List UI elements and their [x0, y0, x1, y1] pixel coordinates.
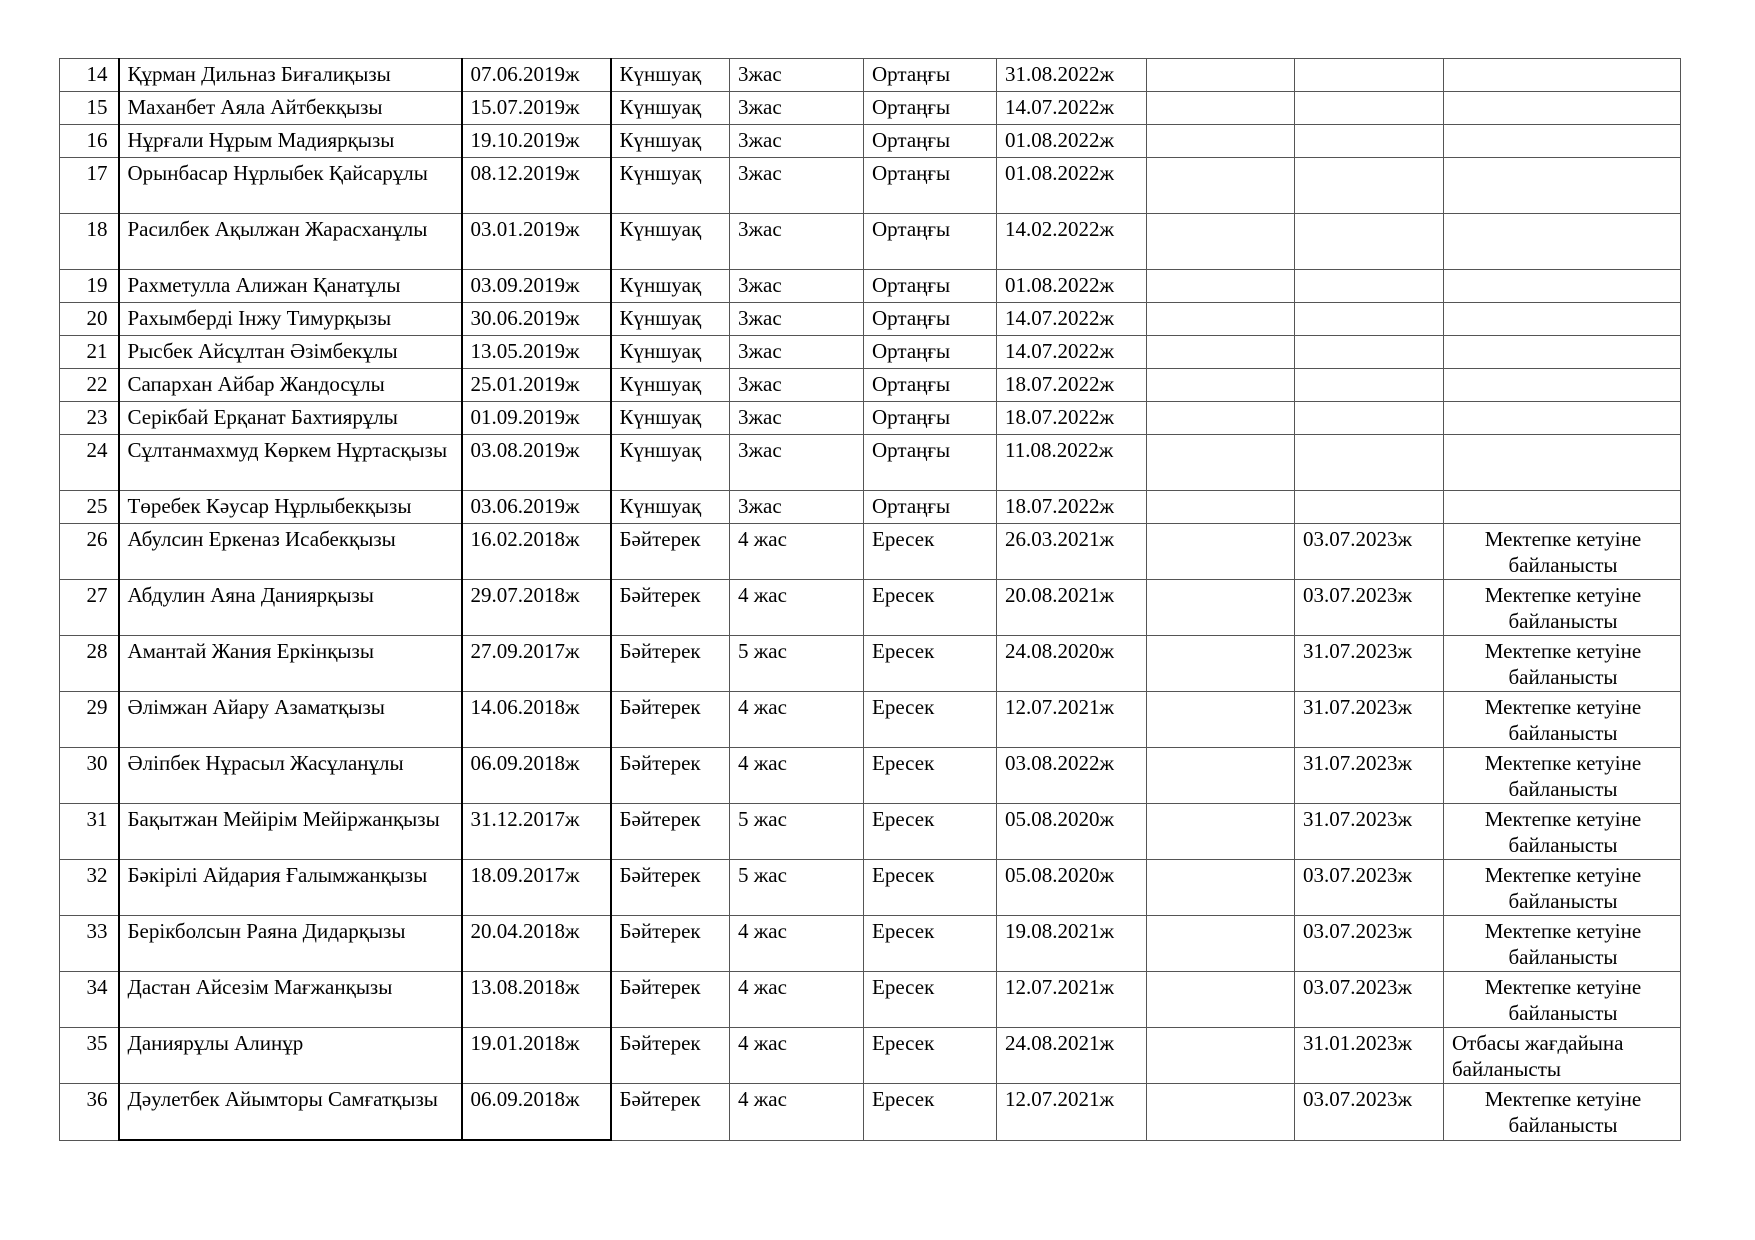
empty-cell	[1147, 916, 1295, 972]
admission-date: 14.02.2022ж	[997, 214, 1147, 270]
admission-date: 01.08.2022ж	[997, 158, 1147, 214]
leave-date	[1295, 270, 1444, 303]
birth-date: 19.10.2019ж	[462, 125, 611, 158]
age: 4 жас	[730, 1028, 864, 1084]
group-name: Бәйтерек	[611, 748, 730, 804]
leave-reason	[1444, 214, 1681, 270]
admission-date: 11.08.2022ж	[997, 435, 1147, 491]
table-row	[60, 636, 1681, 692]
group-name: Күншуақ	[611, 491, 730, 524]
table-row	[60, 214, 1681, 270]
row-number: 14	[60, 59, 119, 92]
group-level: Ересек	[864, 692, 997, 748]
empty-cell	[1147, 860, 1295, 916]
empty-cell	[1147, 336, 1295, 369]
leave-reason	[1444, 270, 1681, 303]
empty-cell	[1147, 214, 1295, 270]
row-number: 25	[60, 491, 119, 524]
group-name: Бәйтерек	[611, 636, 730, 692]
leave-reason: Отбасы жағдайына байланысты	[1444, 1028, 1681, 1084]
birth-date: 08.12.2019ж	[462, 158, 611, 214]
group-level: Ересек	[864, 804, 997, 860]
age: 3жас	[730, 435, 864, 491]
admission-date: 18.07.2022ж	[997, 402, 1147, 435]
group-level: Ортаңғы	[864, 369, 997, 402]
table-row	[60, 804, 1681, 860]
group-level: Ортаңғы	[864, 125, 997, 158]
age: 3жас	[730, 491, 864, 524]
child-name: Серікбай Ерқанат Бахтиярұлы	[119, 402, 462, 435]
group-name: Күншуақ	[611, 369, 730, 402]
leave-date: 03.07.2023ж	[1295, 916, 1444, 972]
admission-date: 18.07.2022ж	[997, 369, 1147, 402]
admission-date: 14.07.2022ж	[997, 303, 1147, 336]
group-level: Ортаңғы	[864, 303, 997, 336]
age: 3жас	[730, 125, 864, 158]
child-name: Сапархан Айбар Жандосұлы	[119, 369, 462, 402]
child-name: Расилбек Ақылжан Жарасханұлы	[119, 214, 462, 270]
leave-reason	[1444, 158, 1681, 214]
row-number: 34	[60, 972, 119, 1028]
group-name: Күншуақ	[611, 435, 730, 491]
table-row	[60, 92, 1681, 125]
admission-date: 24.08.2020ж	[997, 636, 1147, 692]
row-number: 32	[60, 860, 119, 916]
leave-reason: Мектепке кетуіне байланысты	[1444, 692, 1681, 748]
leave-reason	[1444, 125, 1681, 158]
leave-date: 03.07.2023ж	[1295, 972, 1444, 1028]
table-row	[60, 59, 1681, 92]
birth-date: 19.01.2018ж	[462, 1028, 611, 1084]
leave-reason: Мектепке кетуіне байланысты	[1444, 972, 1681, 1028]
leave-reason	[1444, 336, 1681, 369]
empty-cell	[1147, 402, 1295, 435]
group-level: Ортаңғы	[864, 92, 997, 125]
birth-date: 03.06.2019ж	[462, 491, 611, 524]
group-name: Күншуақ	[611, 214, 730, 270]
child-name: Берікболсын Раяна Дидарқызы	[119, 916, 462, 972]
birth-date: 15.07.2019ж	[462, 92, 611, 125]
birth-date: 31.12.2017ж	[462, 804, 611, 860]
leave-date: 31.07.2023ж	[1295, 804, 1444, 860]
child-name: Абулсин Еркеназ Исабекқызы	[119, 524, 462, 580]
admission-date: 05.08.2020ж	[997, 860, 1147, 916]
age: 3жас	[730, 59, 864, 92]
row-number: 36	[60, 1084, 119, 1141]
age: 5 жас	[730, 636, 864, 692]
row-number: 30	[60, 748, 119, 804]
empty-cell	[1147, 303, 1295, 336]
birth-date: 20.04.2018ж	[462, 916, 611, 972]
child-name: Бәкірілі Айдария Ғалымжанқызы	[119, 860, 462, 916]
table-row	[60, 303, 1681, 336]
row-number: 29	[60, 692, 119, 748]
age: 3жас	[730, 303, 864, 336]
group-level: Ортаңғы	[864, 336, 997, 369]
empty-cell	[1147, 369, 1295, 402]
child-name: Әліпбек Нұрасыл Жасұланұлы	[119, 748, 462, 804]
group-name: Бәйтерек	[611, 580, 730, 636]
group-name: Күншуақ	[611, 59, 730, 92]
child-name: Құрман Дильназ Биғалиқызы	[119, 59, 462, 92]
child-name: Орынбасар Нұрлыбек Қайсарұлы	[119, 158, 462, 214]
group-level: Ортаңғы	[864, 270, 997, 303]
birth-date: 25.01.2019ж	[462, 369, 611, 402]
table-row	[60, 402, 1681, 435]
leave-date: 03.07.2023ж	[1295, 1084, 1444, 1141]
leave-date	[1295, 158, 1444, 214]
table-row	[60, 125, 1681, 158]
table-row	[60, 336, 1681, 369]
birth-date: 30.06.2019ж	[462, 303, 611, 336]
table-row	[60, 916, 1681, 972]
child-name: Рахметулла Алижан Қанатұлы	[119, 270, 462, 303]
leave-reason	[1444, 435, 1681, 491]
row-number: 35	[60, 1028, 119, 1084]
leave-date: 31.07.2023ж	[1295, 748, 1444, 804]
age: 3жас	[730, 402, 864, 435]
admission-date: 20.08.2021ж	[997, 580, 1147, 636]
child-name: Абдулин Аяна Даниярқызы	[119, 580, 462, 636]
birth-date: 07.06.2019ж	[462, 59, 611, 92]
child-name: Бақытжан Мейірім Мейіржанқызы	[119, 804, 462, 860]
child-name: Төребек Кәусар Нұрлыбекқызы	[119, 491, 462, 524]
table-row	[60, 972, 1681, 1028]
table-row	[60, 692, 1681, 748]
empty-cell	[1147, 580, 1295, 636]
group-level: Ересек	[864, 636, 997, 692]
leave-date	[1295, 336, 1444, 369]
admission-date: 14.07.2022ж	[997, 336, 1147, 369]
age: 3жас	[730, 336, 864, 369]
group-name: Бәйтерек	[611, 692, 730, 748]
child-name: Маханбет Аяла Айтбекқызы	[119, 92, 462, 125]
birth-date: 06.09.2018ж	[462, 748, 611, 804]
birth-date: 14.06.2018ж	[462, 692, 611, 748]
empty-cell	[1147, 636, 1295, 692]
row-number: 27	[60, 580, 119, 636]
group-level: Ересек	[864, 580, 997, 636]
age: 4 жас	[730, 580, 864, 636]
empty-cell	[1147, 435, 1295, 491]
birth-date: 03.08.2019ж	[462, 435, 611, 491]
empty-cell	[1147, 270, 1295, 303]
leave-date: 31.07.2023ж	[1295, 636, 1444, 692]
birth-date: 29.07.2018ж	[462, 580, 611, 636]
table-row	[60, 491, 1681, 524]
leave-reason	[1444, 491, 1681, 524]
leave-date	[1295, 125, 1444, 158]
leave-date: 31.01.2023ж	[1295, 1028, 1444, 1084]
group-level: Ортаңғы	[864, 158, 997, 214]
table-row	[60, 1084, 1681, 1141]
birth-date: 13.08.2018ж	[462, 972, 611, 1028]
leave-reason: Мектепке кетуіне байланысты	[1444, 916, 1681, 972]
child-name: Әлімжан Айару Азаматқызы	[119, 692, 462, 748]
table-row	[60, 1028, 1681, 1084]
admission-date: 31.08.2022ж	[997, 59, 1147, 92]
group-name: Бәйтерек	[611, 1028, 730, 1084]
leave-date	[1295, 491, 1444, 524]
birth-date: 16.02.2018ж	[462, 524, 611, 580]
child-name: Дәулетбек Айымторы Самғатқызы	[119, 1084, 462, 1141]
leave-date	[1295, 59, 1444, 92]
age: 4 жас	[730, 972, 864, 1028]
empty-cell	[1147, 804, 1295, 860]
group-level: Ортаңғы	[864, 59, 997, 92]
birth-date: 18.09.2017ж	[462, 860, 611, 916]
leave-reason: Мектепке кетуіне байланысты	[1444, 1084, 1681, 1141]
admission-date: 26.03.2021ж	[997, 524, 1147, 580]
admission-date: 12.07.2021ж	[997, 972, 1147, 1028]
group-level: Ересек	[864, 972, 997, 1028]
empty-cell	[1147, 972, 1295, 1028]
leave-reason: Мектепке кетуіне байланысты	[1444, 804, 1681, 860]
row-number: 33	[60, 916, 119, 972]
row-number: 16	[60, 125, 119, 158]
group-level: Ортаңғы	[864, 214, 997, 270]
empty-cell	[1147, 125, 1295, 158]
leave-date: 03.07.2023ж	[1295, 524, 1444, 580]
group-level: Ересек	[864, 748, 997, 804]
table-row	[60, 435, 1681, 491]
child-name: Сұлтанмахмуд Көркем Нұртасқызы	[119, 435, 462, 491]
admission-date: 12.07.2021ж	[997, 692, 1147, 748]
group-level: Ересек	[864, 860, 997, 916]
group-name: Күншуақ	[611, 303, 730, 336]
age: 4 жас	[730, 748, 864, 804]
empty-cell	[1147, 92, 1295, 125]
table-row	[60, 270, 1681, 303]
leave-reason: Мектепке кетуіне байланысты	[1444, 860, 1681, 916]
birth-date: 27.09.2017ж	[462, 636, 611, 692]
table-row	[60, 524, 1681, 580]
empty-cell	[1147, 1084, 1295, 1141]
row-number: 15	[60, 92, 119, 125]
leave-date	[1295, 402, 1444, 435]
leave-date	[1295, 369, 1444, 402]
admission-date: 19.08.2021ж	[997, 916, 1147, 972]
child-name: Рысбек Айсұлтан Әзімбекұлы	[119, 336, 462, 369]
roster-body	[60, 59, 1681, 1141]
group-name: Күншуақ	[611, 158, 730, 214]
table-row	[60, 748, 1681, 804]
leave-reason: Мектепке кетуіне байланысты	[1444, 524, 1681, 580]
leave-date: 03.07.2023ж	[1295, 580, 1444, 636]
age: 5 жас	[730, 860, 864, 916]
admission-date: 05.08.2020ж	[997, 804, 1147, 860]
group-level: Ортаңғы	[864, 402, 997, 435]
child-name: Амантай Жания Еркінқызы	[119, 636, 462, 692]
group-name: Күншуақ	[611, 270, 730, 303]
admission-date: 03.08.2022ж	[997, 748, 1147, 804]
child-name: Дастан Айсезім Мағжанқызы	[119, 972, 462, 1028]
leave-date: 03.07.2023ж	[1295, 860, 1444, 916]
birth-date: 13.05.2019ж	[462, 336, 611, 369]
leave-date	[1295, 92, 1444, 125]
row-number: 20	[60, 303, 119, 336]
row-number: 19	[60, 270, 119, 303]
leave-reason	[1444, 92, 1681, 125]
admission-date: 01.08.2022ж	[997, 270, 1147, 303]
empty-cell	[1147, 748, 1295, 804]
leave-date: 31.07.2023ж	[1295, 692, 1444, 748]
age: 4 жас	[730, 1084, 864, 1141]
admission-date: 24.08.2021ж	[997, 1028, 1147, 1084]
child-name: Рахымберді Інжу Тимурқызы	[119, 303, 462, 336]
leave-reason	[1444, 369, 1681, 402]
age: 4 жас	[730, 916, 864, 972]
leave-reason	[1444, 59, 1681, 92]
leave-reason: Мектепке кетуіне байланысты	[1444, 748, 1681, 804]
table-row	[60, 369, 1681, 402]
row-number: 22	[60, 369, 119, 402]
table-row	[60, 158, 1681, 214]
group-name: Бәйтерек	[611, 1084, 730, 1141]
age: 3жас	[730, 158, 864, 214]
group-name: Бәйтерек	[611, 804, 730, 860]
group-name: Бәйтерек	[611, 972, 730, 1028]
admission-date: 18.07.2022ж	[997, 491, 1147, 524]
empty-cell	[1147, 524, 1295, 580]
leave-date	[1295, 214, 1444, 270]
group-name: Бәйтерек	[611, 860, 730, 916]
admission-date: 14.07.2022ж	[997, 92, 1147, 125]
age: 4 жас	[730, 692, 864, 748]
child-name: Даниярұлы Алинұр	[119, 1028, 462, 1084]
empty-cell	[1147, 491, 1295, 524]
birth-date: 03.09.2019ж	[462, 270, 611, 303]
row-number: 24	[60, 435, 119, 491]
group-name: Күншуақ	[611, 336, 730, 369]
leave-reason: Мектепке кетуіне байланысты	[1444, 636, 1681, 692]
group-level: Ересек	[864, 1084, 997, 1141]
row-number: 17	[60, 158, 119, 214]
group-level: Ересек	[864, 916, 997, 972]
leave-reason	[1444, 303, 1681, 336]
row-number: 26	[60, 524, 119, 580]
child-name: Нұрғали Нұрым Мадиярқызы	[119, 125, 462, 158]
age: 3жас	[730, 369, 864, 402]
leave-reason: Мектепке кетуіне байланысты	[1444, 580, 1681, 636]
group-name: Күншуақ	[611, 402, 730, 435]
row-number: 18	[60, 214, 119, 270]
birth-date: 01.09.2019ж	[462, 402, 611, 435]
empty-cell	[1147, 158, 1295, 214]
group-name: Бәйтерек	[611, 524, 730, 580]
group-name: Күншуақ	[611, 125, 730, 158]
row-number: 28	[60, 636, 119, 692]
age: 3жас	[730, 270, 864, 303]
age: 3жас	[730, 92, 864, 125]
children-roster-table	[59, 58, 1681, 1141]
age: 3жас	[730, 214, 864, 270]
group-level: Ортаңғы	[864, 435, 997, 491]
table-row	[60, 860, 1681, 916]
empty-cell	[1147, 1028, 1295, 1084]
group-level: Ересек	[864, 1028, 997, 1084]
group-name: Күншуақ	[611, 92, 730, 125]
row-number: 21	[60, 336, 119, 369]
leave-reason	[1444, 402, 1681, 435]
birth-date: 03.01.2019ж	[462, 214, 611, 270]
group-level: Ортаңғы	[864, 491, 997, 524]
age: 5 жас	[730, 804, 864, 860]
birth-date: 06.09.2018ж	[462, 1084, 611, 1141]
admission-date: 12.07.2021ж	[997, 1084, 1147, 1141]
group-level: Ересек	[864, 524, 997, 580]
leave-date	[1295, 303, 1444, 336]
row-number: 31	[60, 804, 119, 860]
leave-date	[1295, 435, 1444, 491]
group-name: Бәйтерек	[611, 916, 730, 972]
row-number: 23	[60, 402, 119, 435]
empty-cell	[1147, 59, 1295, 92]
empty-cell	[1147, 692, 1295, 748]
admission-date: 01.08.2022ж	[997, 125, 1147, 158]
table-row	[60, 580, 1681, 636]
age: 4 жас	[730, 524, 864, 580]
